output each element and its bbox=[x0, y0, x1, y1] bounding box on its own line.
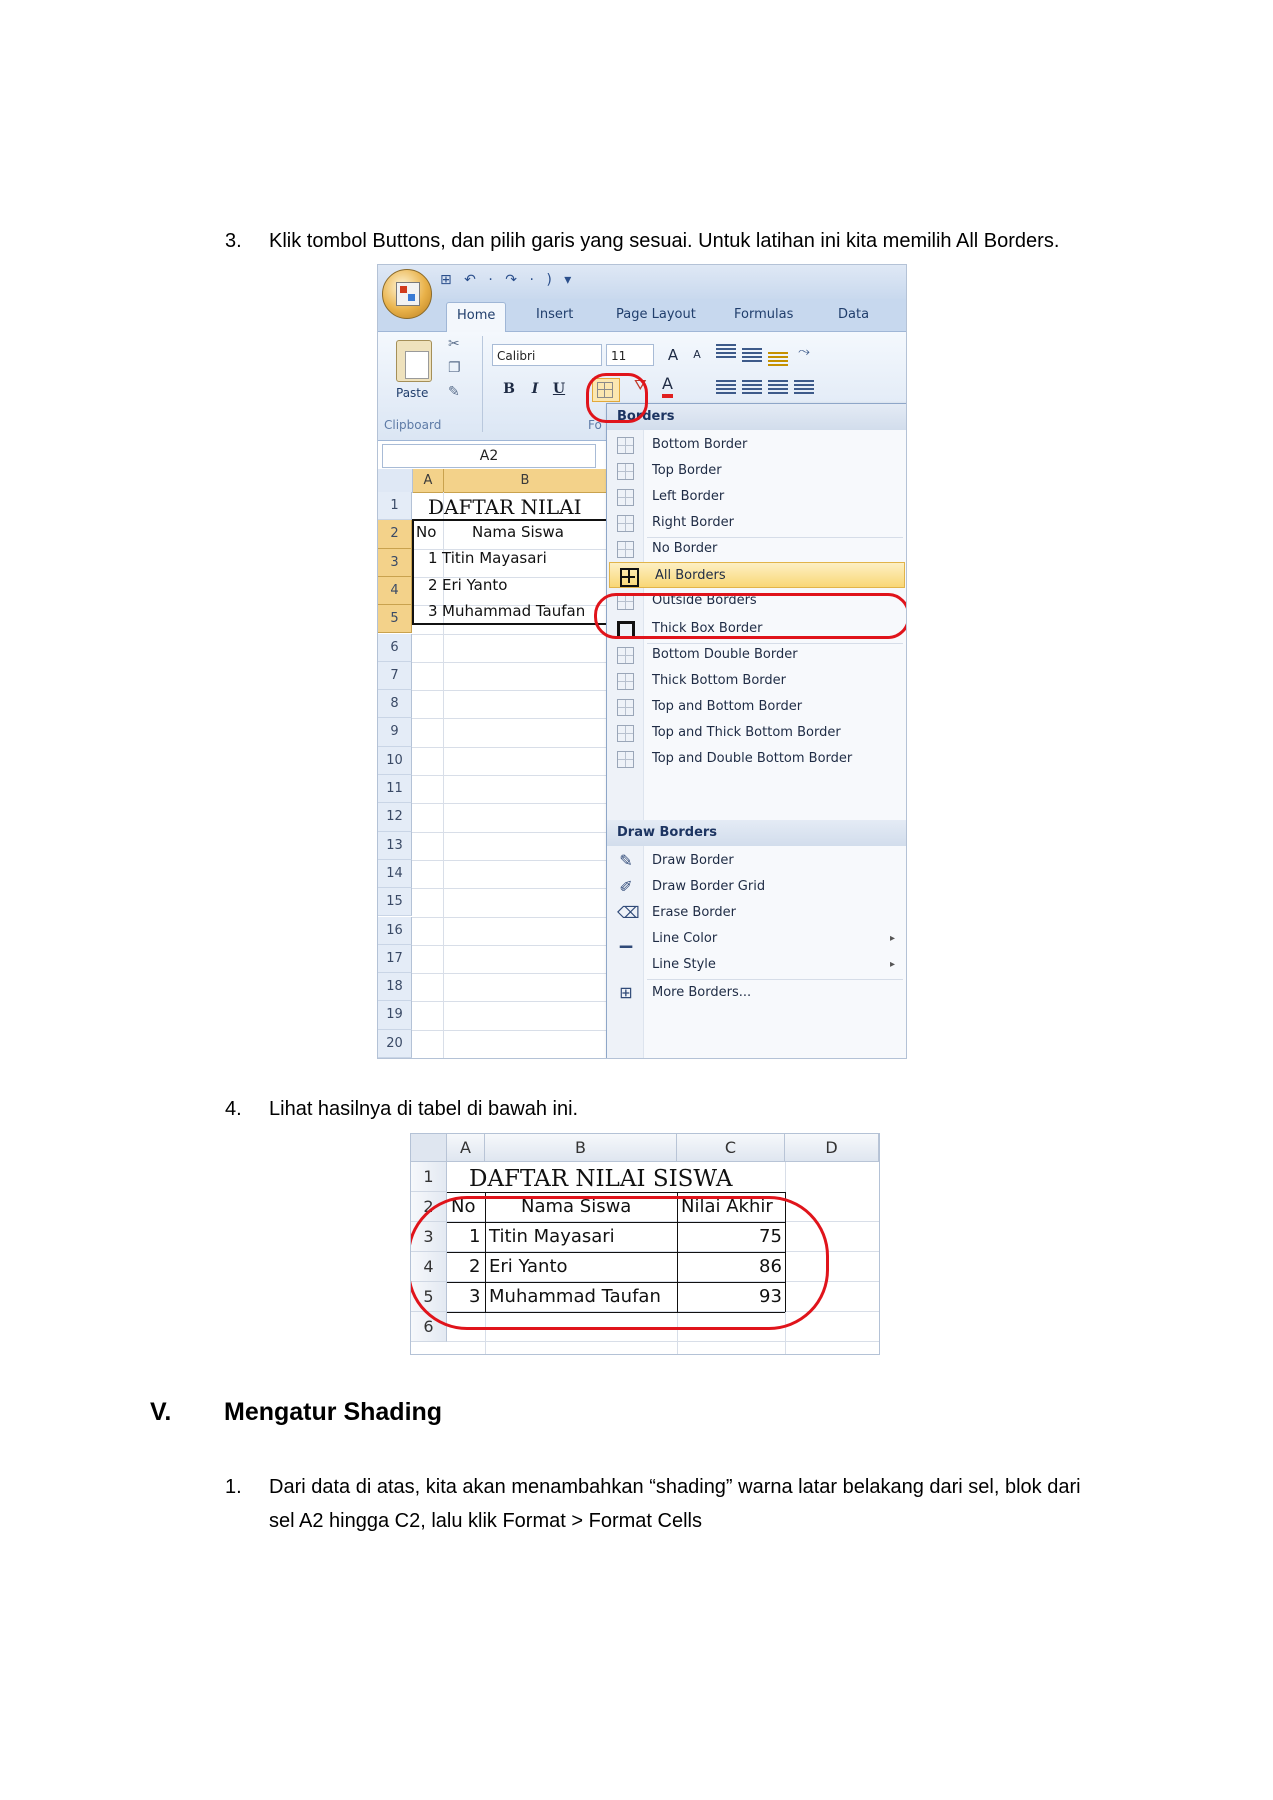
border-icon bbox=[617, 699, 634, 716]
select-all-corner[interactable] bbox=[378, 469, 413, 493]
align-center-icon[interactable] bbox=[742, 380, 762, 394]
excel-borders-screenshot bbox=[377, 264, 907, 1059]
name-box[interactable]: A2 bbox=[382, 444, 596, 468]
line-style-icon bbox=[617, 956, 635, 974]
menu-item-label: Thick Bottom Border bbox=[652, 673, 786, 688]
section-number: V. bbox=[150, 1398, 172, 1426]
format-painter-icon[interactable]: ✎ bbox=[448, 384, 460, 400]
cell-title[interactable]: DAFTAR NILAI bbox=[428, 495, 582, 519]
cell-nilai[interactable]: 93 bbox=[759, 1286, 782, 1307]
menu-item-label: Draw Border bbox=[652, 853, 734, 868]
row-header-3[interactable]: 3 bbox=[411, 1222, 447, 1252]
cell-header-no[interactable]: No bbox=[416, 523, 437, 541]
section-title: Mengatur Shading bbox=[224, 1398, 443, 1426]
menu-item-label: Draw Border Grid bbox=[652, 879, 766, 894]
column-header-d[interactable]: D bbox=[785, 1134, 879, 1162]
submenu-arrow-icon: ▸ bbox=[889, 933, 895, 944]
border-icon bbox=[617, 463, 634, 480]
menu-item-top-and-bottom-border[interactable] bbox=[607, 694, 907, 720]
row-header[interactable]: 12 bbox=[378, 803, 412, 831]
menu-item-right-border[interactable] bbox=[607, 510, 907, 536]
quick-access-toolbar[interactable]: ⊞ ↶ · ↷ · ) ▾ bbox=[440, 272, 576, 288]
border-icon bbox=[617, 437, 634, 454]
row-header[interactable]: 20 bbox=[378, 1030, 412, 1058]
step-text: Lihat hasilnya di tabel di bawah ini. bbox=[269, 1098, 579, 1120]
row-header[interactable]: 9 bbox=[378, 718, 412, 746]
section-heading bbox=[150, 1398, 443, 1427]
row-header[interactable]: 14 bbox=[378, 860, 412, 888]
menu-item-draw-border[interactable] bbox=[607, 848, 907, 874]
pencil-icon: ✎ bbox=[619, 851, 633, 870]
row-header-2[interactable]: 2 bbox=[411, 1192, 447, 1222]
group-label-clipboard: Clipboard bbox=[384, 418, 442, 432]
cell-nama[interactable]: Titin Mayasari bbox=[489, 1226, 615, 1247]
align-top-icon[interactable] bbox=[716, 344, 736, 358]
border-icon bbox=[617, 647, 634, 664]
cell-nilai[interactable]: 86 bbox=[759, 1256, 782, 1277]
menu-item-label: No Border bbox=[652, 541, 718, 556]
underline-button[interactable]: U bbox=[552, 381, 566, 397]
row-header[interactable]: 10 bbox=[378, 747, 412, 775]
cell-header-no[interactable]: No bbox=[451, 1196, 476, 1217]
cell-no[interactable]: 3 bbox=[469, 1286, 481, 1307]
column-header-c[interactable]: C bbox=[677, 1134, 785, 1162]
menu-item-label: Outside Borders bbox=[652, 593, 757, 608]
grid-pencil-icon: ✐ bbox=[619, 877, 633, 896]
step-number: 4. bbox=[225, 1098, 242, 1120]
highlight-circle-all-borders bbox=[594, 593, 907, 639]
cell-title[interactable]: DAFTAR NILAI SISWA bbox=[469, 1166, 733, 1192]
cell-nama[interactable]: Muhammad Taufan bbox=[489, 1286, 661, 1307]
row-header[interactable]: 1 bbox=[378, 492, 412, 520]
cell-nama[interactable]: Muhammad Taufan bbox=[442, 602, 586, 620]
eraser-icon: ⌫ bbox=[617, 903, 640, 922]
menu-item-label: Top Border bbox=[652, 463, 722, 478]
paste-label[interactable]: Paste bbox=[396, 386, 429, 400]
border-icon bbox=[617, 751, 634, 768]
italic-button[interactable]: I bbox=[531, 381, 539, 397]
select-all-corner[interactable] bbox=[411, 1134, 447, 1162]
border-icon bbox=[617, 673, 634, 690]
tab-page-layout[interactable]: Page Layout bbox=[616, 307, 696, 322]
cell-no[interactable]: 1 bbox=[428, 549, 438, 567]
gridline bbox=[447, 1341, 879, 1342]
menu-item-left-border[interactable] bbox=[607, 484, 907, 510]
cell-nama[interactable]: Eri Yanto bbox=[489, 1256, 568, 1277]
border-icon bbox=[617, 541, 634, 558]
tab-insert[interactable]: Insert bbox=[536, 307, 574, 322]
menu-item-top-border[interactable] bbox=[607, 458, 907, 484]
row-header[interactable]: 8 bbox=[378, 690, 412, 718]
align-bottom-icon[interactable] bbox=[768, 352, 788, 366]
menu-item-label: Right Border bbox=[652, 515, 734, 530]
borders-icon: ⊞ bbox=[619, 983, 633, 1002]
row-header[interactable]: 5 bbox=[378, 605, 412, 633]
grow-font-button[interactable]: A bbox=[667, 346, 679, 364]
row-header[interactable]: 17 bbox=[378, 945, 412, 973]
step-text-line-1: Dari data di atas, kita akan menambahkan “shading” warna latar belakang dari sel, blok dari bbox=[269, 1476, 1081, 1498]
row-header[interactable]: 2 bbox=[378, 520, 412, 548]
row-gridline bbox=[412, 1058, 906, 1059]
menu-item-label: Top and Thick Bottom Border bbox=[652, 725, 841, 740]
cell-header-nilai[interactable]: Nilai Akhir bbox=[681, 1196, 773, 1217]
highlight-circle-borders-button bbox=[586, 373, 648, 423]
cell-no[interactable]: 2 bbox=[469, 1256, 481, 1277]
cell-no[interactable]: 3 bbox=[428, 602, 438, 620]
border-icon bbox=[617, 725, 634, 742]
row-header[interactable]: 19 bbox=[378, 1001, 412, 1029]
menu-item-top-and-thick-bottom-border[interactable] bbox=[607, 720, 907, 746]
title-bar bbox=[378, 265, 906, 299]
fill-color-icon[interactable]: ⛛ bbox=[634, 376, 647, 394]
cell-header-nama[interactable]: Nama Siswa bbox=[521, 1196, 632, 1217]
menu-item-label: Line Color bbox=[652, 931, 718, 946]
selection-outline bbox=[412, 519, 606, 625]
highlight-circle-table bbox=[410, 1196, 829, 1330]
submenu-arrow-icon: ▸ bbox=[889, 959, 895, 970]
align-middle-icon[interactable] bbox=[742, 348, 762, 362]
bold-button[interactable]: B bbox=[503, 381, 515, 397]
menu-item-more-borders[interactable] bbox=[607, 980, 907, 1006]
office-logo-icon bbox=[396, 282, 420, 306]
row-header-4[interactable]: 4 bbox=[411, 1252, 447, 1282]
borders-menu bbox=[606, 403, 907, 1059]
menu-item-label: Top and Double Bottom Border bbox=[652, 751, 853, 766]
column-header-a[interactable]: A bbox=[447, 1134, 485, 1162]
menu-item-label: Top and Bottom Border bbox=[652, 699, 803, 714]
row-header[interactable]: 16 bbox=[378, 917, 412, 945]
paste-icon[interactable] bbox=[396, 340, 432, 382]
cell-header-nama[interactable]: Nama Siswa bbox=[472, 523, 564, 541]
row-header[interactable]: 7 bbox=[378, 662, 412, 690]
font-name-box[interactable]: Calibri bbox=[492, 344, 602, 366]
row-header[interactable]: 18 bbox=[378, 973, 412, 1001]
menu-header-borders: Borders bbox=[607, 404, 907, 430]
menu-item-label: Bottom Border bbox=[652, 437, 748, 452]
orientation-icon[interactable]: ⤳ bbox=[798, 342, 811, 360]
group-divider bbox=[482, 336, 483, 432]
align-right-icon[interactable] bbox=[768, 380, 788, 394]
border-icon bbox=[617, 515, 634, 532]
font-size-box[interactable]: 11 bbox=[606, 344, 654, 366]
step-text: Klik tombol Buttons, dan pilih garis yang sesuai. Untuk latihan ini kita memilih All Borders. bbox=[269, 230, 1060, 252]
menu-item-erase-border[interactable] bbox=[607, 900, 907, 926]
menu-item-label: Line Style bbox=[652, 957, 716, 972]
cut-icon[interactable]: ✂ bbox=[448, 336, 460, 352]
menu-item-bottom-double-border[interactable] bbox=[607, 642, 907, 668]
menu-item-no-border[interactable] bbox=[607, 536, 907, 562]
column-header-b[interactable]: B bbox=[485, 1134, 677, 1162]
menu-item-label: All Borders bbox=[655, 568, 726, 583]
row-header-6[interactable]: 6 bbox=[411, 1312, 447, 1342]
step-number: 3. bbox=[225, 230, 242, 252]
border-icon bbox=[617, 489, 634, 506]
menu-item-label: Erase Border bbox=[652, 905, 737, 920]
tab-home[interactable]: Home bbox=[446, 302, 506, 337]
border-icon bbox=[620, 568, 639, 587]
row-header[interactable]: 13 bbox=[378, 832, 412, 860]
cell-no[interactable]: 2 bbox=[428, 576, 438, 594]
menu-item-bottom-border[interactable] bbox=[607, 432, 907, 458]
copy-icon[interactable]: ❐ bbox=[448, 360, 461, 376]
menu-item-all-borders[interactable] bbox=[609, 562, 905, 588]
row-header-1[interactable]: 1 bbox=[411, 1162, 447, 1192]
menu-item-label: Bottom Double Border bbox=[652, 647, 798, 662]
row-header[interactable]: 4 bbox=[378, 577, 412, 605]
row-header[interactable]: 11 bbox=[378, 775, 412, 803]
row-header[interactable]: 15 bbox=[378, 888, 412, 916]
tab-data[interactable]: Data bbox=[838, 307, 870, 322]
menu-item-label: Left Border bbox=[652, 489, 725, 504]
menu-header-draw-borders: Draw Borders bbox=[607, 820, 907, 846]
column-header-a[interactable]: A bbox=[413, 469, 444, 493]
ribbon-tabs bbox=[378, 299, 906, 332]
decrease-indent-icon[interactable] bbox=[794, 380, 814, 394]
row-header[interactable]: 6 bbox=[378, 634, 412, 662]
tab-formulas[interactable]: Formulas bbox=[734, 307, 794, 322]
column-header-b[interactable]: B bbox=[444, 469, 607, 493]
row-header[interactable]: 3 bbox=[378, 549, 412, 577]
cell-nama[interactable]: Eri Yanto bbox=[442, 576, 508, 594]
font-color-button[interactable]: A bbox=[662, 374, 673, 398]
row-header-5[interactable]: 5 bbox=[411, 1282, 447, 1312]
cell-nama[interactable]: Titin Mayasari bbox=[442, 549, 547, 567]
cell-no[interactable]: 1 bbox=[469, 1226, 481, 1247]
menu-item-label: More Borders... bbox=[652, 985, 752, 1000]
excel-result-screenshot bbox=[410, 1133, 880, 1355]
menu-item-top-and-double-bottom-border[interactable] bbox=[607, 746, 907, 772]
menu-item-draw-border-grid[interactable] bbox=[607, 874, 907, 900]
shrink-font-button[interactable]: A bbox=[693, 348, 701, 361]
align-left-icon[interactable] bbox=[716, 380, 736, 394]
menu-item-line-style[interactable] bbox=[607, 952, 907, 978]
cell-nilai[interactable]: 75 bbox=[759, 1226, 782, 1247]
menu-item-thick-bottom-border[interactable] bbox=[607, 668, 907, 694]
menu-item-label: Thick Box Border bbox=[652, 621, 763, 636]
office-button[interactable] bbox=[382, 269, 432, 319]
step-number: 1. bbox=[225, 1476, 242, 1498]
step-text-line-2: sel A2 hingga C2, lalu klik Format > Format Cells bbox=[269, 1510, 702, 1532]
group-label-font: Fo bbox=[588, 418, 602, 432]
line-color-icon: ▁ bbox=[619, 929, 633, 948]
menu-item-line-color[interactable] bbox=[607, 926, 907, 952]
